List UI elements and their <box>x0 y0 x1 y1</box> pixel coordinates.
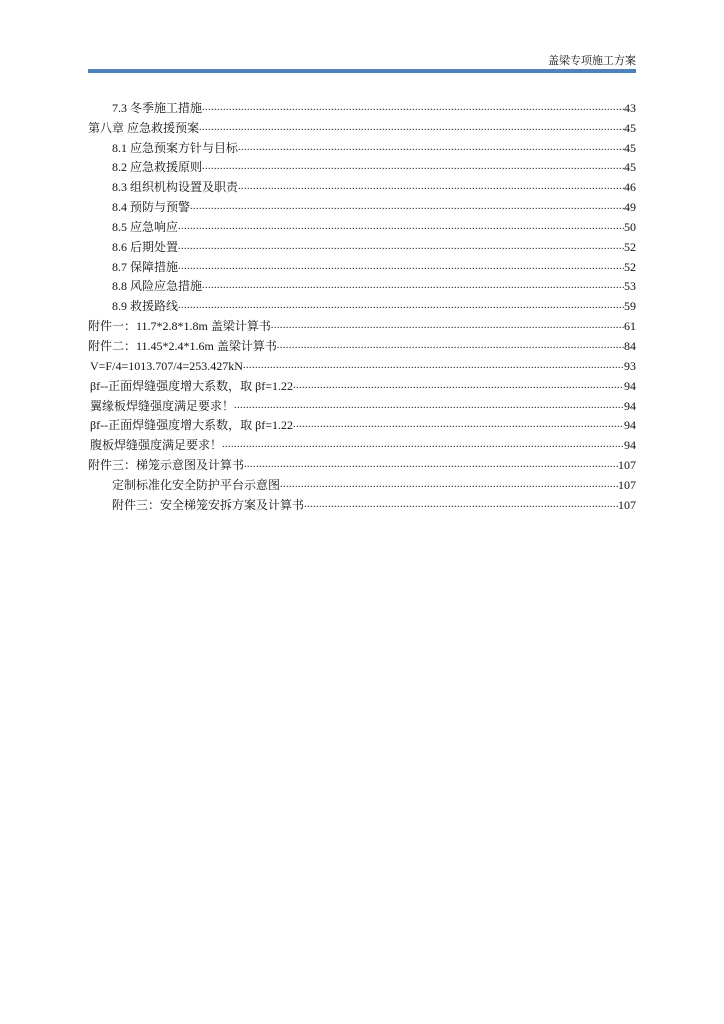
toc-entry-page: 45 <box>624 140 636 155</box>
toc-entry[interactable] <box>88 334 636 354</box>
toc-dot-leader <box>178 221 624 233</box>
toc-entry[interactable] <box>88 414 636 434</box>
toc-entry-page: 50 <box>624 219 636 234</box>
toc-dot-leader <box>222 439 624 451</box>
toc-entry-page: 45 <box>624 160 636 175</box>
toc-dot-leader <box>238 181 624 193</box>
toc-entry-title: 附件一：11.7*2.8*1.8m 盖梁计算书 <box>88 319 271 334</box>
toc-dot-leader <box>277 340 624 352</box>
toc-entry-page: 107 <box>618 477 636 492</box>
toc-entry-page: 107 <box>618 458 636 473</box>
toc-entry-title: 8.9 救援路线 <box>112 299 179 314</box>
toc-entry-page: 43 <box>624 100 636 115</box>
toc-dot-leader <box>238 142 624 154</box>
toc-dot-leader <box>244 459 618 471</box>
toc-entry-title: 8.3 组织机构设置及职责 <box>112 180 239 195</box>
toc-dot-leader <box>234 400 624 412</box>
toc-dot-leader <box>199 122 624 134</box>
toc-entry-title: 7.3 冬季施工措施 <box>112 100 203 115</box>
toc-entry-page: 52 <box>624 259 636 274</box>
toc-dot-leader <box>293 419 624 431</box>
toc-dot-leader <box>178 241 624 253</box>
toc-entry[interactable] <box>88 255 636 275</box>
table-of-contents <box>88 96 636 513</box>
toc-entry[interactable] <box>88 314 636 334</box>
toc-dot-leader <box>178 300 624 312</box>
toc-entry[interactable] <box>88 235 636 255</box>
toc-entry[interactable] <box>88 136 636 156</box>
toc-entry[interactable] <box>88 433 636 453</box>
toc-entry-title: 腹板焊缝强度满足要求！ <box>90 438 223 453</box>
toc-entry[interactable] <box>88 493 636 513</box>
toc-entry-title: βf--正面焊缝强度增大系数，取 βf=1.22 <box>90 418 293 433</box>
toc-entry-page: 49 <box>624 200 636 215</box>
toc-entry-title: 附件二：11.45*2.4*1.6m 盖梁计算书 <box>88 338 277 353</box>
toc-dot-leader <box>202 161 624 173</box>
toc-dot-leader <box>243 360 624 372</box>
toc-entry-title: V=F/4=1013.707/4=253.427kN <box>90 358 243 373</box>
toc-entry[interactable] <box>88 354 636 374</box>
toc-dot-leader <box>271 320 624 332</box>
toc-entry-page: 45 <box>624 120 636 135</box>
toc-entry-title: 8.7 保障措施 <box>112 259 179 274</box>
toc-dot-leader <box>178 261 624 273</box>
toc-entry[interactable] <box>88 473 636 493</box>
toc-entry-page: 93 <box>624 358 636 373</box>
toc-entry-title: 8.4 预防与预警 <box>112 200 191 215</box>
toc-entry-title: 8.2 应急救援原则 <box>112 160 203 175</box>
toc-entry-page: 52 <box>624 239 636 254</box>
toc-entry[interactable] <box>88 294 636 314</box>
toc-entry[interactable] <box>88 195 636 215</box>
page-header: 盖梁专项施工方案 <box>548 54 636 67</box>
toc-entry-page: 46 <box>624 180 636 195</box>
toc-entry[interactable] <box>88 116 636 136</box>
toc-entry[interactable] <box>88 215 636 235</box>
toc-dot-leader <box>202 102 624 114</box>
toc-dot-leader <box>304 499 618 511</box>
toc-entry[interactable] <box>88 96 636 116</box>
toc-entry-title: 8.8 风险应急措施 <box>112 279 203 294</box>
toc-entry-title: 附件三：梯笼示意图及计算书 <box>88 458 245 473</box>
toc-entry[interactable] <box>88 453 636 473</box>
toc-entry-title: 翼缘板焊缝强度满足要求！ <box>90 398 235 413</box>
toc-entry[interactable] <box>88 275 636 295</box>
toc-entry-page: 61 <box>624 319 636 334</box>
toc-entry-page: 94 <box>624 418 636 433</box>
toc-entry-page: 107 <box>618 497 636 512</box>
toc-entry-page: 94 <box>624 398 636 413</box>
toc-dot-leader <box>202 280 624 292</box>
toc-entry-page: 84 <box>624 338 636 353</box>
toc-dot-leader <box>293 380 624 392</box>
toc-entry-page: 53 <box>624 279 636 294</box>
toc-entry-title: 8.5 应急响应 <box>112 219 179 234</box>
toc-entry-title: 8.6 后期处置 <box>112 239 179 254</box>
toc-entry-title: 8.1 应急预案方针与目标 <box>112 140 239 155</box>
toc-entry-title: βf--正面焊缝强度增大系数，取 βf=1.22 <box>90 378 293 393</box>
toc-entry[interactable] <box>88 175 636 195</box>
toc-entry[interactable] <box>88 374 636 394</box>
toc-entry-title: 定制标准化安全防护平台示意图 <box>112 477 281 492</box>
toc-dot-leader <box>190 201 624 213</box>
toc-entry-title: 附件三：安全梯笼安拆方案及计算书 <box>112 497 305 512</box>
toc-entry-title: 第八章 应急救援预案 <box>88 120 200 135</box>
toc-entry[interactable] <box>88 156 636 176</box>
toc-entry-page: 59 <box>624 299 636 314</box>
toc-entry[interactable] <box>88 394 636 414</box>
toc-dot-leader <box>280 479 618 491</box>
toc-entry-page: 94 <box>624 438 636 453</box>
toc-entry-page: 94 <box>624 378 636 393</box>
header-rule <box>88 69 636 73</box>
